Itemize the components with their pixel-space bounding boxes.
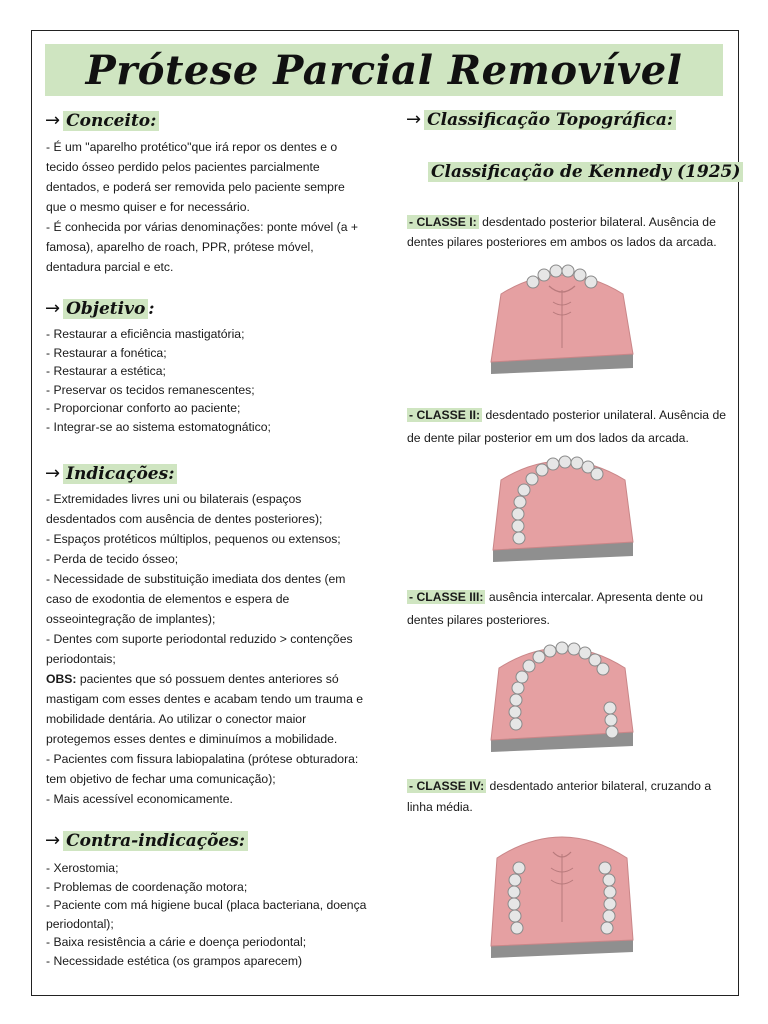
class-1-text: - CLASSE I: desdentado posterior bilateral. Ausência de dentes pilares posteriores em ambos os lados da arcada. (407, 215, 717, 249)
kennedy-heading: Classificação de Kennedy (1925) (428, 162, 743, 182)
arrow-right-icon: → (406, 109, 422, 130)
class-1-arch-image (487, 262, 637, 374)
arrow-right-icon: → (45, 298, 61, 319)
conceito-text: - É um "aparelho protético"que irá repor os dentes e o tecido ósseo perdido pelos pacientes parcialmente dentados, e poderá ser removida pelo paciente sempre que o mesmo quiser e for necessário. - É conhecida por várias denominações: ponte móvel (a + famosa), aparelho de roach, PPR, prótese móvel, dentadura parcial e etc. (46, 140, 358, 274)
arrow-right-icon: → (45, 830, 61, 851)
class-4-text: - CLASSE IV: desdentado anterior bilateral, cruzando a linha média. (407, 779, 712, 814)
class-2-text: - CLASSE II: desdentado posterior unilateral. Ausência de de dente pilar posterior em um dos lados da arcada. (407, 408, 727, 445)
arrow-right-icon: → (45, 110, 61, 131)
class-3-text: - CLASSE III: ausência intercalar. Apresenta dente ou dentes pilares posteriores. (407, 590, 703, 627)
conceito-heading: → Conceito: (45, 110, 159, 131)
arrow-right-icon: → (45, 463, 61, 484)
obs-line: OBS: pacientes que só possuem dentes anteriores só (46, 672, 339, 686)
class-2-arch-image (489, 450, 637, 562)
objetivo-list: - Restaurar a eficiência mastigatória; - Restaurar a fonética; - Restaurar a estética; - Preservar os tecidos remanescentes; - Proporcionar conforto ao paciente; - Integrar-se ao sistema estomatognático; (46, 327, 271, 434)
objetivo-heading: → Objetivo : (45, 298, 155, 319)
page-title: Prótese Parcial Removível (85, 46, 683, 94)
topografica-heading: → Classificação Topográfica: (406, 109, 676, 130)
contra-indicacoes-heading: → Contra-indicações: (45, 830, 248, 851)
contra-indicacoes-list: - Xerostomia; - Problemas de coordenação motora; - Paciente com má higiene bucal (placa bacteriana, doença periodontal); - Baixa resistência a cárie e doença periodontal; - Necessidade estética (os grampos aparecem) (46, 861, 367, 968)
class-3-arch-image (487, 636, 637, 752)
indicacoes-list: - Extremidades livres uni ou bilaterais (espaços desdentados com ausência de dentes posteriores); - Espaços protéticos múltiplos, pequenos ou extensos; - Perda de tecido ósseo; - Necessidade de substituição imediata dos dentes (em caso de exodontia de elementos e espera de osseointegração de implantes); - Dentes com suporte periodontal reduzido > contenções periodontais; OBS: pacientes que só possuem dentes anteriores só mastigam com esses dentes e acabam tendo um trauma e mobilidade dentária. Ao utilizar o conector maior protegemos esses dentes e diminuímos a mobilidade. - Pacientes com fissura labiopalatina (prótese obturadora: tem objetivo de fechar uma comunicação); - Mais acessível economicamente. (46, 492, 364, 806)
indicacoes-heading: → Indicações: (45, 463, 177, 484)
class-4-arch-image (487, 822, 637, 958)
title-banner (45, 44, 723, 96)
